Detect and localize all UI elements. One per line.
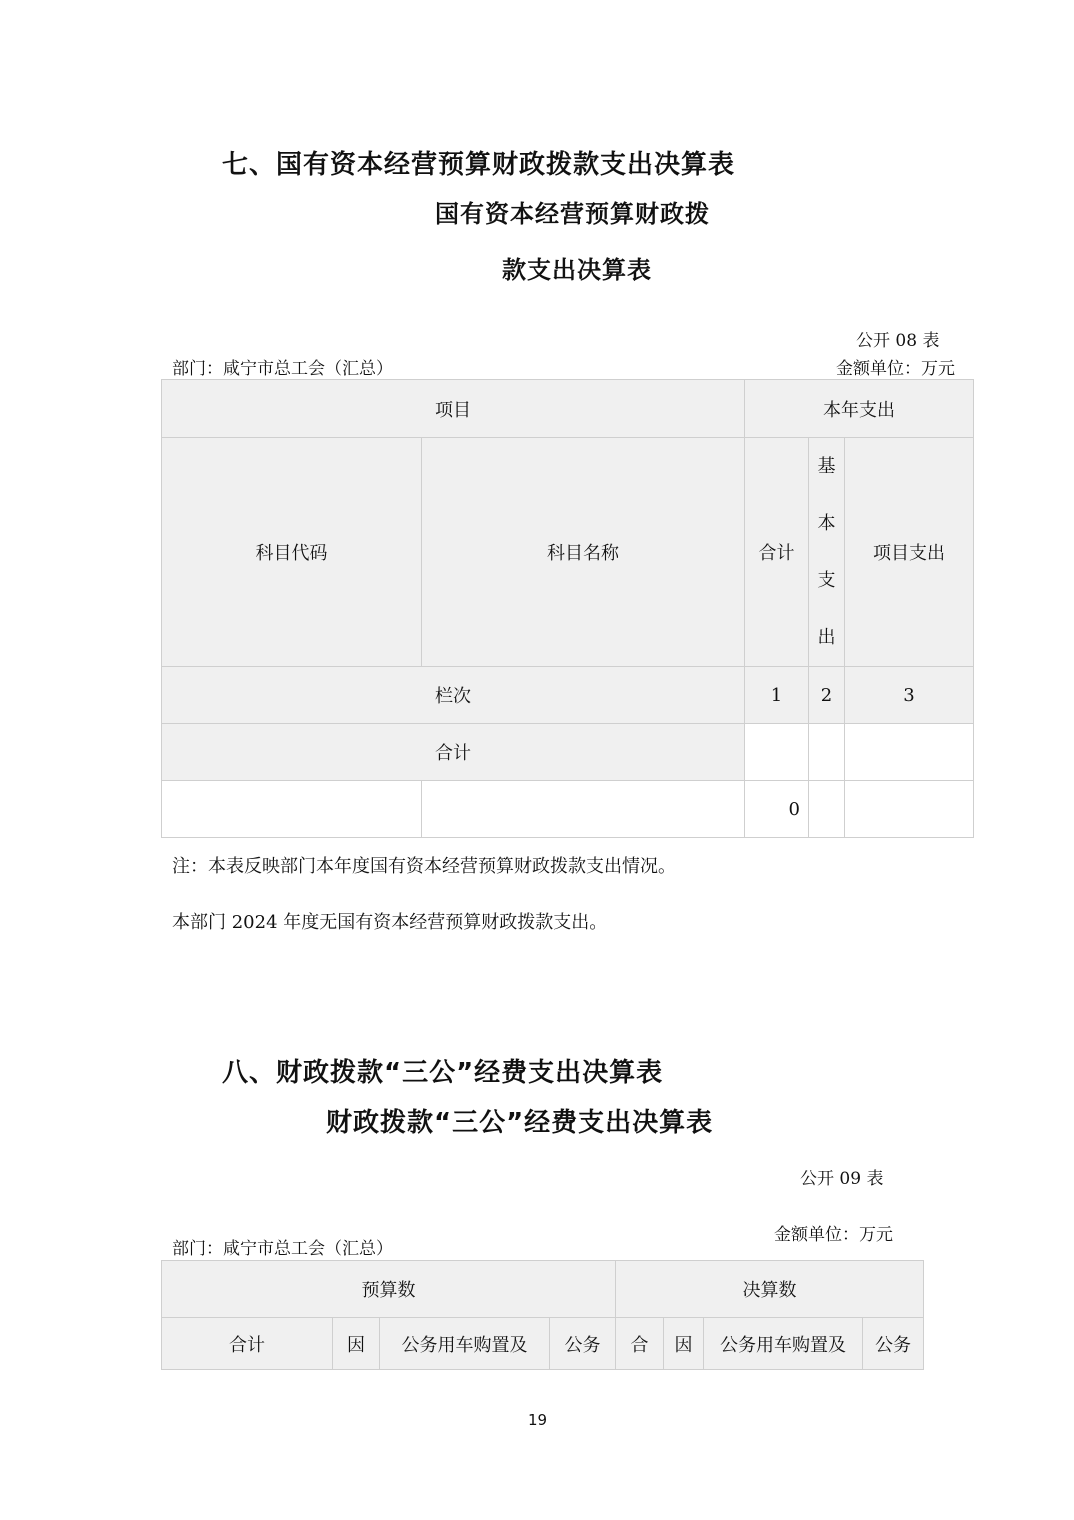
section8-unit: 金额单位：万元: [774, 1225, 893, 1245]
section8-department: 部门：咸宁市总工会（汇总）: [172, 1239, 393, 1259]
col-subject-code: 科目代码: [162, 438, 422, 667]
final-col-yin: 因: [664, 1318, 704, 1370]
section7-heading: 七、国有资本经营预算财政拨款支出决算表: [222, 150, 736, 180]
final-col-total: 合: [616, 1318, 664, 1370]
row-total-sum: [745, 724, 809, 781]
col-total: 合计: [745, 438, 809, 667]
col-basic-char: 基: [817, 456, 836, 477]
row-index-label: 栏次: [162, 667, 745, 724]
row-total-basic: [809, 724, 845, 781]
data-row-basic: [809, 781, 845, 838]
data-row-code: [162, 781, 422, 838]
index-1: 1: [745, 667, 809, 724]
three-public-expenditure-table: [161, 1260, 924, 1370]
state-capital-expenditure-table: [161, 379, 974, 838]
data-row-name: [422, 781, 745, 838]
header-final-accounts: 决算数: [616, 1261, 924, 1318]
page-number: 19: [528, 1411, 548, 1429]
section8-title: 财政拨款“三公”经费支出决算表: [326, 1108, 714, 1138]
section7-statement: 本部门 2024 年度无国有资本经营预算财政拨款支出。: [172, 912, 608, 933]
col-project-expenditure: 项目支出: [845, 438, 974, 667]
section8-form-number: 公开 09 表: [800, 1169, 884, 1189]
section7-unit: 金额单位：万元: [836, 359, 955, 379]
budget-col-yin: 因: [333, 1318, 380, 1370]
section7-note: 注：本表反映部门本年度国有资本经营预算财政拨款支出情况。: [172, 856, 676, 877]
row-total-label: 合计: [162, 724, 745, 781]
budget-col-official: 公务: [550, 1318, 616, 1370]
section7-department: 部门：咸宁市总工会（汇总）: [172, 359, 393, 379]
section8-heading: 八、财政拨款“三公”经费支出决算表: [222, 1058, 664, 1088]
header-budget: 预算数: [162, 1261, 616, 1318]
final-col-vehicle: 公务用车购置及: [704, 1318, 863, 1370]
budget-col-vehicle: 公务用车购置及: [380, 1318, 550, 1370]
section7-form-number: 公开 08 表: [856, 331, 940, 351]
col-basic-expenditure: [809, 438, 845, 667]
row-total-project: [845, 724, 974, 781]
budget-col-total: 合计: [162, 1318, 333, 1370]
col-subject-name: 科目名称: [422, 438, 745, 667]
col-basic-char: 本: [817, 513, 836, 534]
section7-title-line2: 款支出决算表: [502, 256, 652, 284]
index-2: 2: [809, 667, 845, 724]
data-row-project: [845, 781, 974, 838]
final-col-official: 公务: [863, 1318, 924, 1370]
index-3: 3: [845, 667, 974, 724]
section7-title-line1: 国有资本经营预算财政拨: [435, 200, 710, 228]
col-basic-char: 出: [817, 627, 836, 648]
col-basic-char: 支: [817, 570, 836, 591]
header-current-year-expenditure: 本年支出: [745, 380, 974, 438]
header-item: 项目: [162, 380, 745, 438]
data-row-total: 0: [745, 781, 809, 838]
